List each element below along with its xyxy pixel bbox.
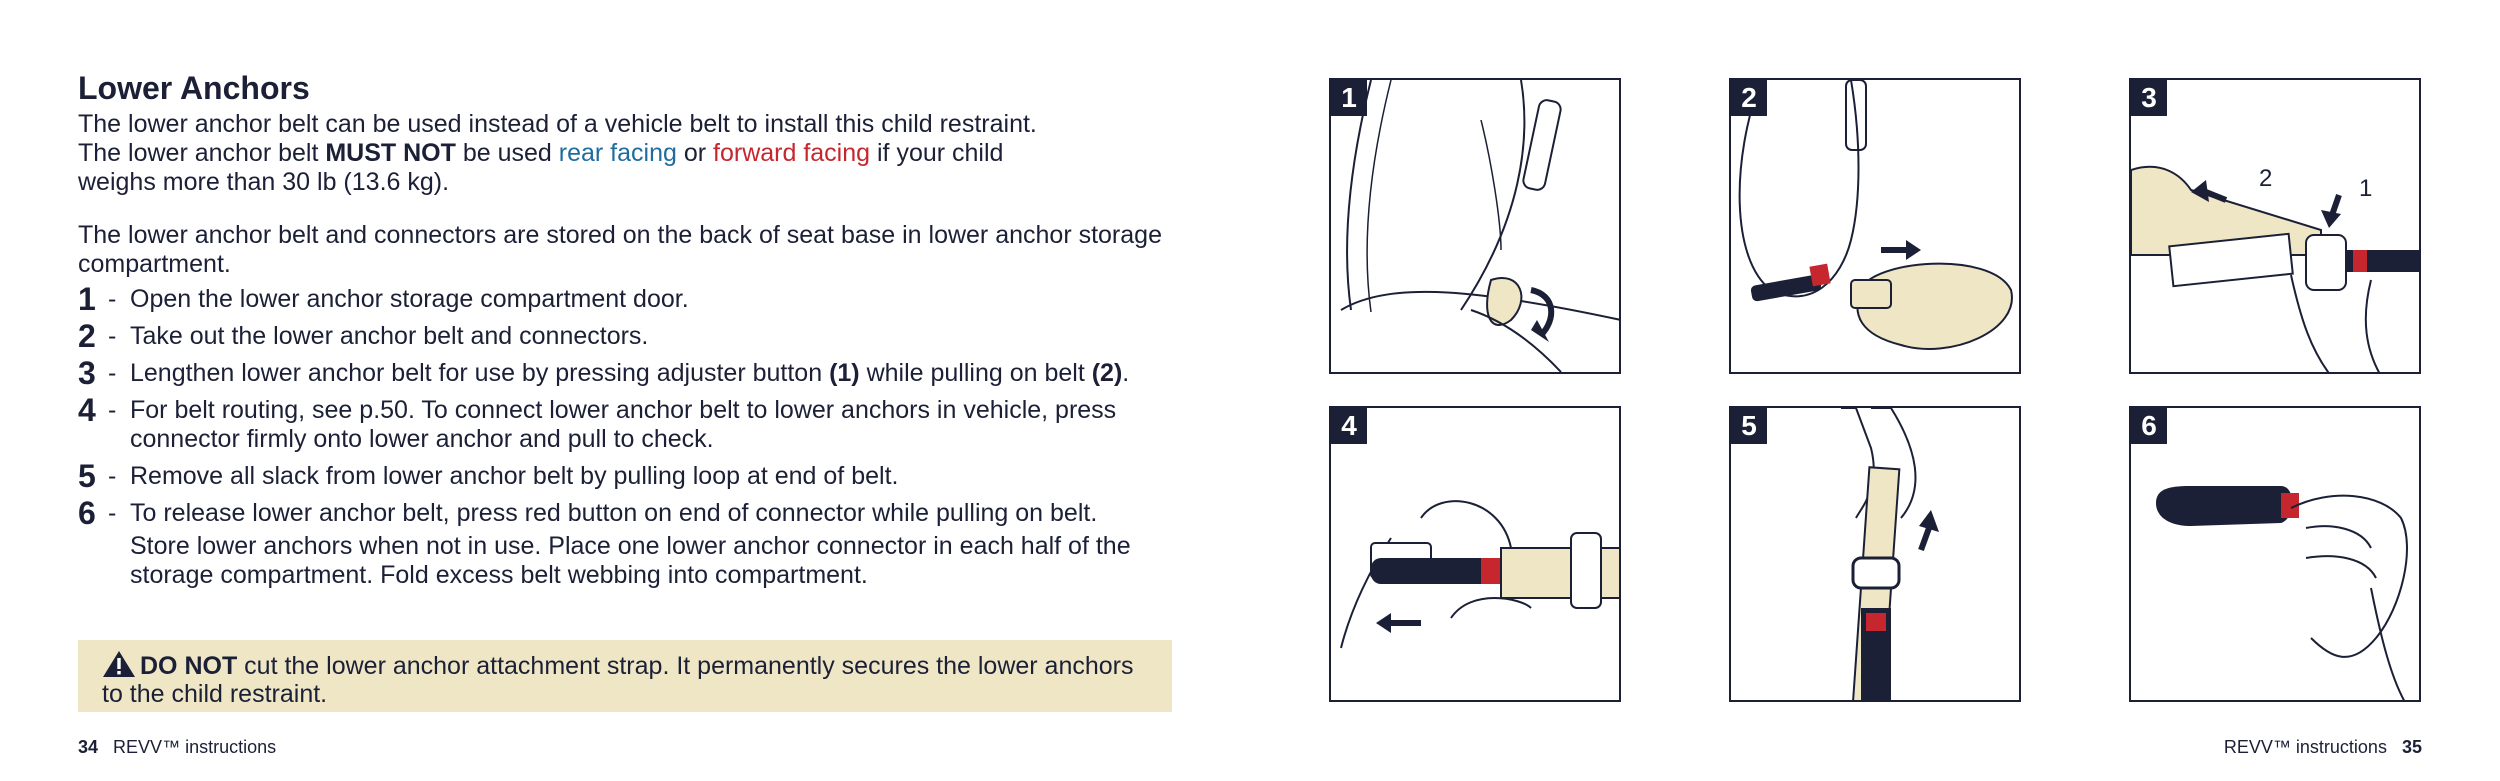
rear-facing-text: rear facing [558,139,677,167]
figure-4 [1329,406,1621,702]
figure-3 [2129,78,2421,374]
step-number: 5 [78,458,96,494]
footer-right [2224,737,2422,758]
step-number: 3 [78,355,96,391]
warning-text: cut the lower anchor attachment strap. It permanently secures the lower anchors to the child restraint. [102,652,1134,708]
step-number: 1 [78,281,96,317]
step-item: 4 - For belt routing, see p.50. To connect lower anchor belt to lower anchors in vehicle, press connector firmly onto lower anchor and pull to check. [78,396,1198,454]
storage-instruction: Store lower anchors when not in use. Place one lower anchor connector in each half of the storage compartment. Fold excess belt webbing into compartment. [130,532,1131,589]
step-number: 6 [78,495,96,531]
step-text: For belt routing, see p.50. To connect lower anchor belt to lower anchors in vehicle, press connector firmly onto lower anchor and pull to check. [130,396,1117,453]
intro-paragraph [78,110,1178,197]
arrow-label-1: 1 [2359,175,2373,202]
figure-6 [2129,406,2421,702]
step-text: Remove all slack from lower anchor belt by pulling loop at end of belt. [130,462,899,490]
step-number: 4 [78,392,96,428]
page-number-right: 35 [2401,737,2422,757]
figure-number: 5 [1731,408,1767,444]
page-number-left: 34 [78,737,99,757]
figure-number: 6 [2131,408,2167,444]
intro-line2b: be used [455,139,559,167]
warning-box [78,640,1172,712]
figure-5 [1729,406,2021,702]
forward-facing-text: forward facing [713,139,871,167]
step-text: Open the lower anchor storage compartment door. [130,285,689,313]
step-item: 5 - Remove all slack from lower anchor belt by pulling loop at end of belt. [78,462,1198,491]
step-item: 1 - Open the lower anchor storage compartment door. [78,285,1198,314]
arrow-label-2: 2 [2259,165,2273,192]
step-text: To release lower anchor belt, press red button on end of connector while pulling on belt. [130,499,1098,527]
connect-anchor-illustration [1331,408,1621,702]
step-item: 3 - Lengthen lower anchor belt for use by pressing adjuster button (1) while pulling on belt (2). [78,355,1130,391]
figure-2 [1729,78,2021,374]
warning-bold: DO NOT [140,652,238,680]
figure-number: 1 [1331,80,1367,116]
adjuster-button-illustration [2131,80,2421,374]
intro-line2c: or [676,139,714,167]
intro-line3: weighs more than 30 lb (13.6 kg). [78,168,450,196]
step-text: Lengthen lower anchor belt for use by pressing adjuster button (1) while pulling on belt (2). [130,359,1130,387]
remove-slack-illustration [1731,408,2021,702]
intro-line2a: The lower anchor belt [78,139,326,167]
must-not-text: MUST NOT [325,139,456,167]
figure-number: 3 [2131,80,2167,116]
remove-belt-illustration [1731,80,2021,374]
page-title: Lower Anchors [78,70,310,106]
storage-note: The lower anchor belt and connectors are stored on the back of seat base in lower anchor storage compartment. [78,221,1162,278]
step-item: 6 - To release lower anchor belt, press red button on end of connector while pulling on belt. [78,499,1198,528]
intro-line2d: if your child [870,139,1004,167]
warning-icon [102,650,136,678]
figure-number: 4 [1331,408,1367,444]
step-item: 2 - Take out the lower anchor belt and connectors. [78,322,1198,351]
seat-compartment-illustration [1331,80,1621,374]
steps-list [78,281,1198,590]
release-anchor-illustration [2131,408,2421,702]
figure-number: 2 [1731,80,1767,116]
footer-left-label: REVV™ instructions [113,737,277,757]
intro-line1: The lower anchor belt can be used instead of a vehicle belt to install this child restraint. [78,110,1037,138]
figure-1 [1329,78,1621,374]
step-number: 2 [78,318,96,354]
step-text: Take out the lower anchor belt and connectors. [130,322,649,350]
footer-left [78,737,276,758]
footer-right-label: REVV™ instructions [2223,737,2387,757]
